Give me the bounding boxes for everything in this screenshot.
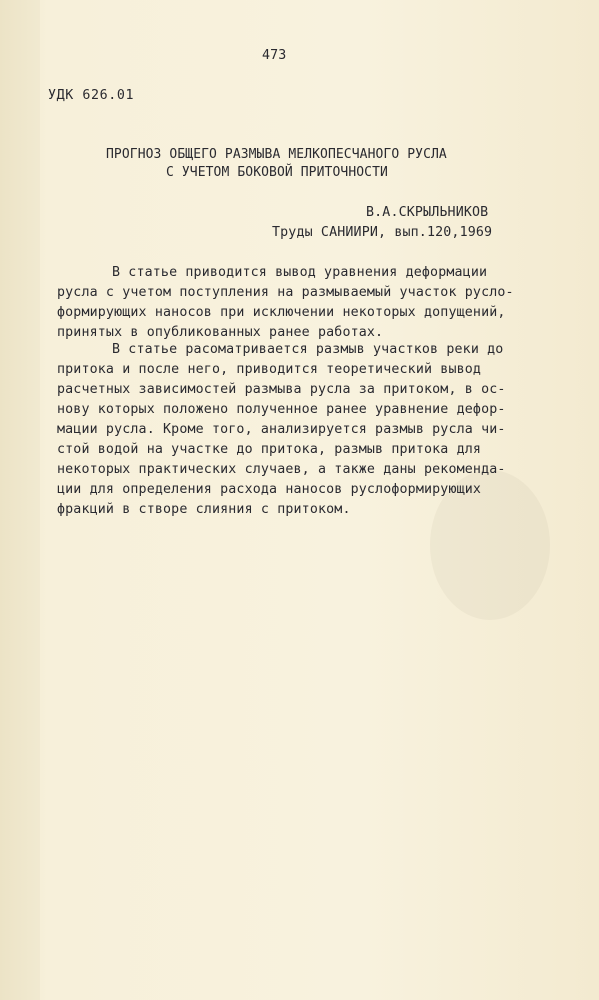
body-line: русла с учетом поступления на размываемый участок русло-: [57, 285, 514, 300]
body-line: притока и после него, приводится теоретический вывод: [57, 362, 482, 377]
body-line: принятых в опубликованных ранее работах.: [57, 325, 384, 340]
body-line: формирующих наносов при исключении некоторых допущений,: [57, 305, 506, 320]
body-line: расчетных зависимостей размыва русла за притоком, в ос-: [57, 382, 506, 397]
body-line: нову которых положено полученное ранее уравнение дефор-: [57, 402, 506, 417]
body-line: В статье приводится вывод уравнения деформации: [112, 265, 488, 280]
body-line: стой водой на участке до притока, размыв притока для: [57, 442, 482, 457]
title-line-1: ПРОГНОЗ ОБЩЕГО РАЗМЫВА МЕЛКОПЕСЧАНОГО РУСЛА: [106, 147, 447, 162]
title-line-2: С УЧЕТОМ БОКОВОЙ ПРИТОЧНОСТИ: [166, 165, 388, 180]
body-line: В статье расоматривается размыв участков реки до: [112, 342, 504, 357]
body-line: ции для определения расхода наносов руслоформирующих: [57, 482, 482, 497]
body-line: мации русла. Кроме того, анализируется размыв русла чи-: [57, 422, 506, 437]
publication-source: Труды САНИИРИ, вып.120,1969: [272, 225, 493, 240]
body-line: фракций в створе слияния с притоком.: [57, 502, 351, 517]
udk-code: УДК 626.01: [48, 88, 135, 103]
page-edge-shadow: [0, 0, 40, 1000]
author-name: В.А.СКРЫЛЬНИКОВ: [366, 205, 489, 220]
body-line: некоторых практических случаев, а также даны рекоменда-: [57, 462, 506, 477]
page-number: 473: [262, 48, 287, 63]
